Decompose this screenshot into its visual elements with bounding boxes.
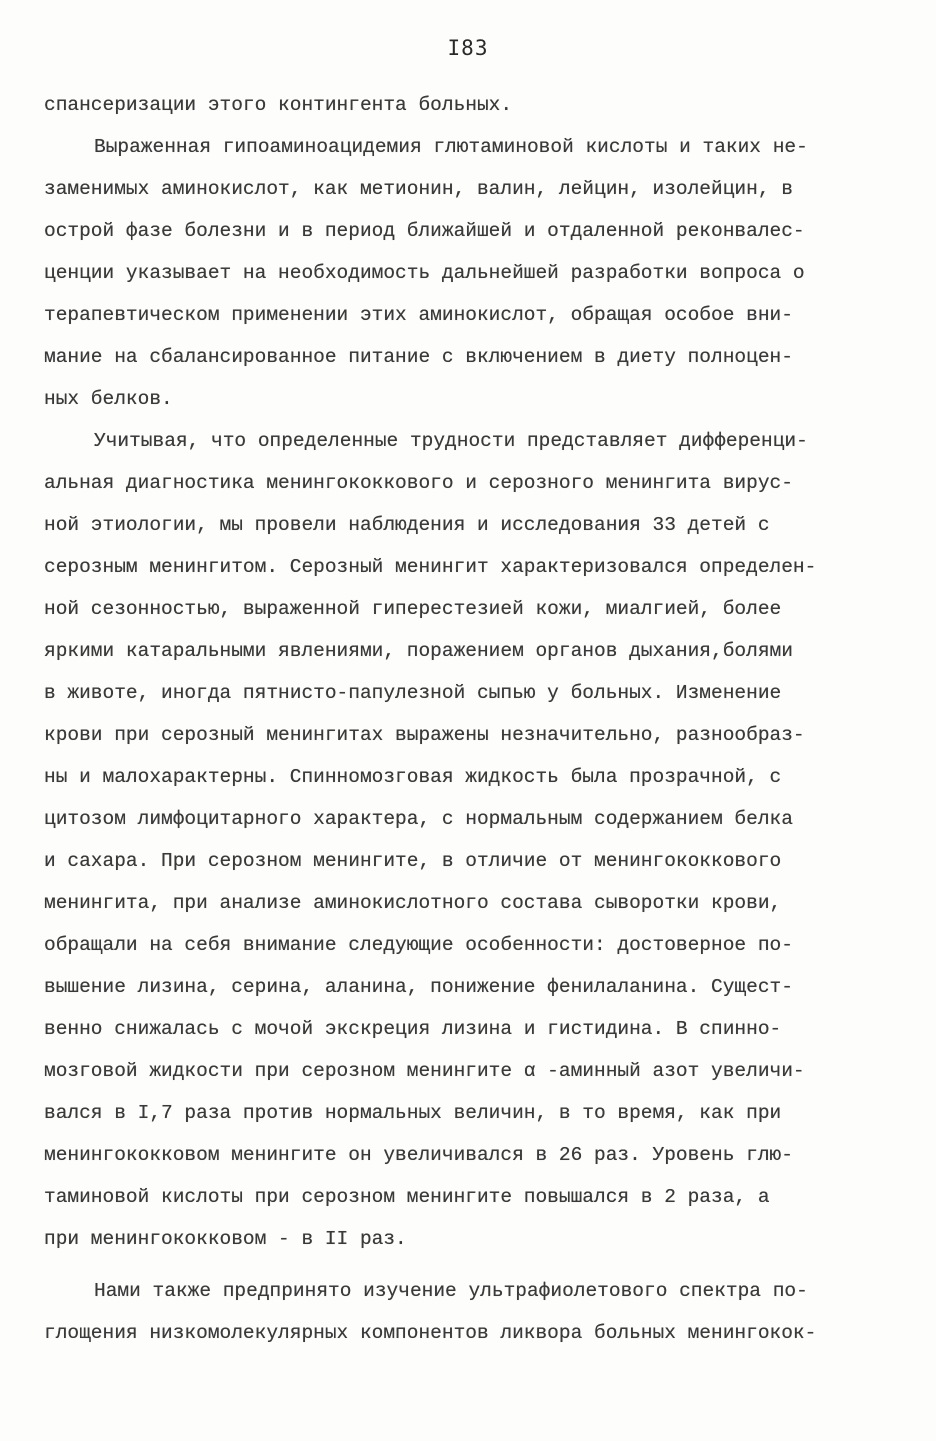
text-line: мание на сбалансированное питание с включением в диету полноцен- <box>44 346 793 368</box>
text-line: глощения низкомолекулярных компонентов ликвора больных менингокок- <box>44 1322 817 1344</box>
text-line: терапевтическом применении этих аминокислот, обращая особое вни- <box>44 304 793 326</box>
page-number: I83 <box>447 36 489 60</box>
text-line: мозговой жидкости при серозном менингите α -аминный азот увеличи- <box>44 1060 805 1082</box>
text-line: ны и малохарактерны. Спинномозговая жидкость была прозрачной, с <box>44 766 782 788</box>
text-line: в животе, иногда пятнисто-папулезной сыпью у больных. Изменение <box>44 682 782 704</box>
text-line: и сахара. При серозном менингите, в отличие от менингококкового <box>44 850 782 872</box>
text-line: ценции указывает на необходимость дальнейшей разработки вопроса о <box>44 262 805 284</box>
text-line: венно снижалась с мочой экскреция лизина и гистидина. В спинно- <box>44 1018 782 1040</box>
text-line: заменимых аминокислот, как метионин, валин, лейцин, изолейцин, в <box>44 178 793 200</box>
text-line: менингококковом менингите он увеличивался в 26 раз. Уровень глю- <box>44 1144 793 1166</box>
text-line: Выраженная гипоаминоацидемия глютаминовой кислоты и таких не- <box>94 136 808 158</box>
text-line: яркими катаральными явлениями, поражением органов дыхания,болями <box>44 640 793 662</box>
text-line: обращали на себя внимание следующие особенности: достоверное по- <box>44 934 793 956</box>
text-line: острой фазе болезни и в период ближайшей и отдаленной реконвалес- <box>44 220 805 242</box>
text-line: Нами также предпринято изучение ультрафиолетового спектра по- <box>94 1280 808 1302</box>
text-line: при менингококковом - в II раз. <box>44 1228 407 1250</box>
text-line: альная диагностика менингококкового и серозного менингита вирус- <box>44 472 793 494</box>
text-line: Учитывая, что определенные трудности представляет дифференци- <box>94 430 808 452</box>
text-line: вался в I,7 раза против нормальных величин, в то время, как при <box>44 1102 782 1124</box>
text-line: крови при серозный менингитах выражены незначительно, разнообраз- <box>44 724 805 746</box>
text-line: спансеризации этого контингента больных. <box>44 94 513 116</box>
text-line: серозным менингитом. Серозный менингит характеризовался определен- <box>44 556 817 578</box>
text-line: менингита, при анализе аминокислотного состава сыворотки крови, <box>44 892 782 914</box>
text-line: таминовой кислоты при серозном менингите повышался в 2 раза, а <box>44 1186 770 1208</box>
text-line: ной этиологии, мы провели наблюдения и исследования 33 детей с <box>44 514 770 536</box>
text-line: цитозом лимфоцитарного характера, с нормальным содержанием белка <box>44 808 793 830</box>
text-line: ных белков. <box>44 388 173 410</box>
text-line: ной сезонностью, выраженной гиперестезией кожи, миалгией, более <box>44 598 782 620</box>
text-line: вышение лизина, серина, аланина, понижение фенилаланина. Сущест- <box>44 976 793 998</box>
